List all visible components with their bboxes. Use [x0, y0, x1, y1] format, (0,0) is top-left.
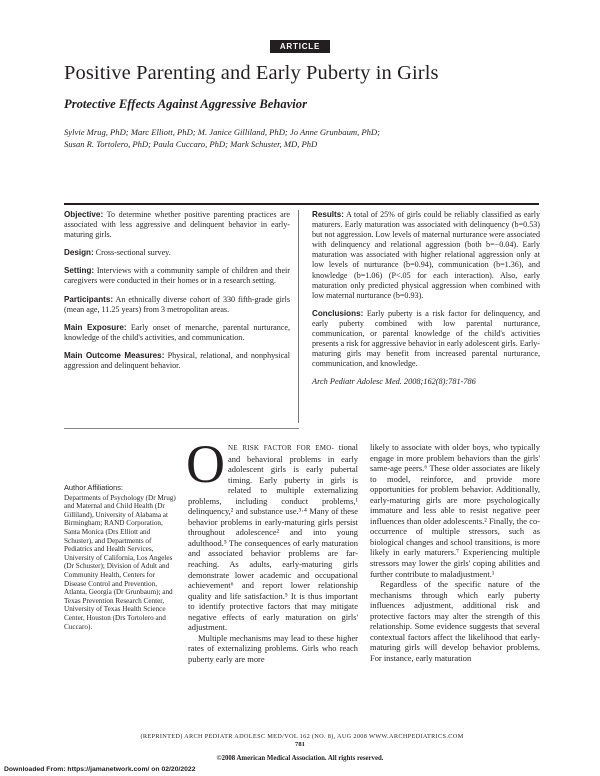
download-notice: Downloaded From: https://jamanetwork.com/ on 02/20/2022 — [4, 766, 196, 773]
body-paragraph: Multiple mechanisms may lead to these higher rates of externalizing problems. Girls who reach puberty early are more — [188, 632, 358, 664]
author-list — [64, 126, 444, 150]
abstract-top-rule — [64, 203, 539, 205]
author-line: Sylvie Mrug, PhD; Marc Elliott, PhD; M. Janice Gilliland, PhD; Jo Anne Grunbaum, PhD; — [64, 127, 380, 137]
affiliations-heading: Author Affiliations: — [64, 483, 124, 492]
body-paragraph: likely to associate with older boys, who typically engage in more problem behaviors than the girls' same-age peers.⁶ These older associates are likely to model, reinforce, and provide more opportunities for problem behavior. Additionally, early-maturing girls are more psychologically immature and less able to resist negative peer influences than older adolescents.² Finally, the co-occurrence of multiple stressors, such as biological changes and school transitions, is more likely in early maturers.⁷ Experiencing multiple stressors may lower the girls' coping abilities and further contribute to maladjustment.¹ — [370, 442, 540, 579]
article-banner: ARTICLE — [270, 40, 330, 53]
page-number: 781 — [295, 741, 305, 748]
abstract-conclusions: Conclusions: Early puberty is a risk factor for delinquency, and early puberty combined with low parental nurturance, communication, or parental knowledge of the child's activities presents a risk for aggressive behavior in early adolescent girls. Early-maturing girls may benefit from increased parental nurturance, communication, and knowledge. — [312, 308, 540, 369]
abstract-participants: Participants: An ethnically diverse cohort of 330 fifth-grade girls (mean age, 11.25 years) from 3 metropolitan areas. — [64, 294, 290, 314]
abstract-bottom-rule — [64, 428, 299, 429]
affiliations-text: Departments of Psychology (Dr Mrug) and Maternal and Child Health (Dr Gilliland), University of Alabama at Birmingham; RAND Corporation, Santa Monica (Drs Elliott and Schuster), and Departments of Pediatrics and Health Services, University of California, Los Angeles (Dr Schuster); Division of Adult and Community Health, Centers for Disease Control and Prevention, Atlanta, Georgia (Dr Grunbaum); and Texas Prevention Research Center, University of Texas Health Science Center, Houston (Drs Tortolero and Cuccaro). — [64, 493, 176, 631]
copyright-notice: ©2008 American Medical Association. All rights reserved. — [216, 755, 384, 762]
abstract-objective: Objective: To determine whether positive parenting practices are associated with less aggressive and delinquent behavior in early-maturing girls. — [64, 210, 290, 240]
abstract-main-exposure: Main Exposure: Early onset of menarche, parental nurturance, knowledge of the child's activities, and communication. — [64, 322, 291, 342]
journal-footer: (REPRINTED) ARCH PEDIATR ADOLESC MED/VOL 162 (NO. 8), AUG 2008 WWW.ARCHPEDIATRICS.COM — [140, 733, 464, 740]
abstract-column-divider — [298, 210, 299, 423]
abstract-left-column — [64, 210, 290, 379]
body-column-middle — [186, 434, 359, 664]
author-affiliations — [64, 484, 176, 631]
abstract-outcome-measures: Main Outcome Measures: Physical, relational, and nonphysical aggression and delinquent behavior. — [64, 350, 290, 371]
abstract-setting: Setting: Interviews with a community sample of children and their caregivers were conducted in their homes or in a research setting. — [64, 266, 290, 286]
abstract-results: Results: A total of 25% of girls could be reliably classified as early maturers. Early maturation was associated with delinquency (b=0.53) but not aggression. Low levels of maternal nurturance were associated with delinquency and relational aggression (both b=−0.04). Early maturation was associated with higher relational aggression only at low levels of nurturance (b=0.94), communication (b=1.36), and knowledge (b=1.06) (P<.05 for each interaction). Also, early maturation only predicted physical aggression when combined with low maternal nurturance (b=0.93). — [312, 210, 541, 300]
article-title: Positive Parenting and Early Puberty in Girls — [64, 62, 439, 84]
drop-cap: O — [186, 434, 225, 494]
citation: Arch Pediatr Adolesc Med. 2008;162(8):781-786 — [312, 377, 476, 387]
lead-in-caps: NE RISK FACTOR FOR EMO- — [228, 444, 335, 452]
body-paragraph: ONE RISK FACTOR FOR EMO- tional and behavioral problems in early adolescent girls is early pubertal timing. Early puberty in girls is related to multiple externalizing problems, including conduct problems,¹ delinquency,² and substance use.³·⁴ Many of these behavior problems in early-maturing girls persist throughout adolescence² and into young adulthood.⁵ The consequences of early maturation and associated behavior problems are far-reaching. As adults, early-maturing girls demonstrate lower academic and occupational achievement⁶ and report lower relationship quality and life satisfaction.⁵ It is thus important to identify protective factors that may mitigate negative effects of early maturation on girls' adjustment. — [186, 434, 359, 633]
article-subtitle: Protective Effects Against Aggressive Behavior — [64, 97, 307, 111]
author-line: Susan R. Tortolero, PhD; Paula Cuccaro, PhD; Mark Schuster, MD, PhD — [64, 139, 318, 149]
body-column-right — [370, 442, 540, 663]
abstract-right-column — [312, 210, 540, 396]
body-paragraph: Regardless of the specific nature of the mechanisms through which early puberty influences adjustment, additional risk and protective factors may alter the strength of this relationship. Some evidence suggests that several contextual factors affect the likelihood that early-maturing girls will develop behavior problems. For instance, early maturation — [370, 579, 540, 663]
abstract-design: Design: Cross-sectional survey. — [64, 248, 171, 258]
